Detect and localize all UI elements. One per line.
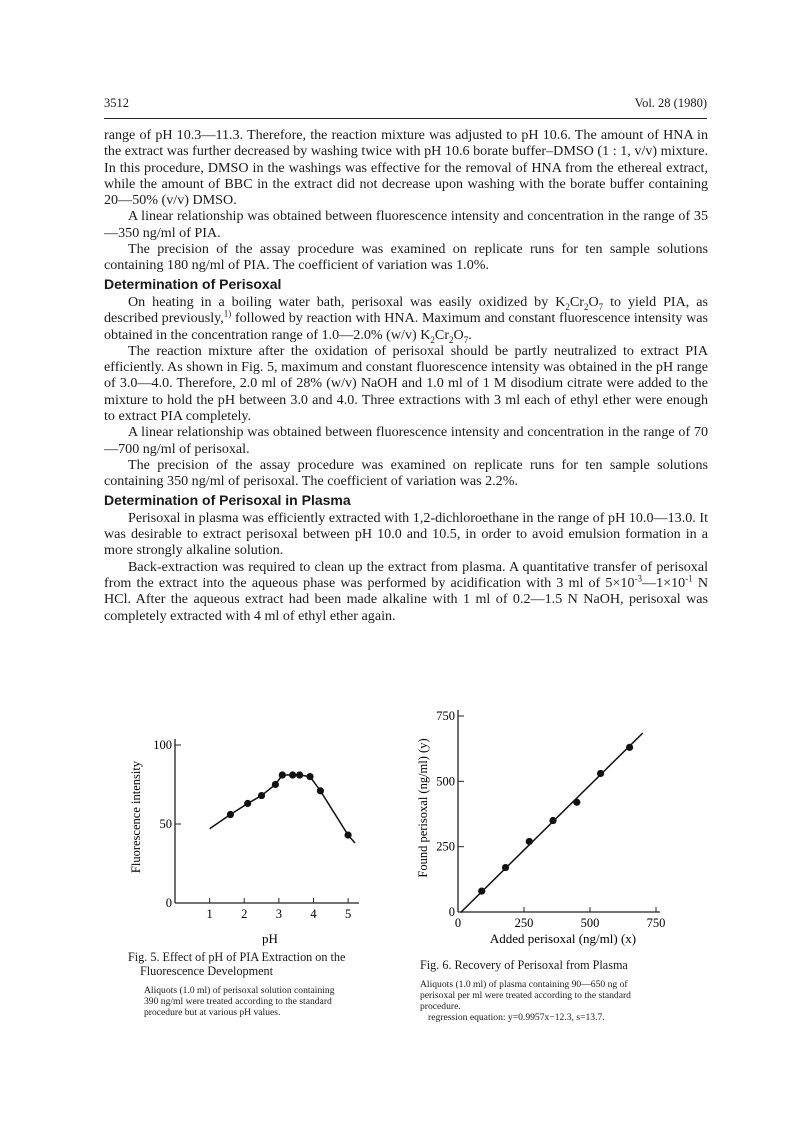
fig5-data-point xyxy=(344,831,351,838)
figure-5 xyxy=(110,715,370,960)
header-rule xyxy=(104,118,707,119)
fig6-x-tick-label: 500 xyxy=(580,916,600,930)
fig6-note: Aliquots (1.0 ml) of plasma containing 90—650 ng of perisoxal per ml were treated according to the standard procedure. regression equation: y=0.9957x−12.3, s=13.7. xyxy=(420,979,656,1023)
paragraph: The precision of the assay procedure was examined on replicate runs for ten sample solutions containing 180 ng/ml of PIA. The coefficient of variation was 1.0%. xyxy=(104,241,708,274)
fig5-data-point xyxy=(244,800,251,807)
fig5-y-tick-label: 50 xyxy=(159,817,172,831)
fig5-data-point xyxy=(227,811,234,818)
volume-info: Vol. 28 (1980) xyxy=(634,96,707,110)
fig5-y-tick-label: 0 xyxy=(165,896,172,910)
fig5-data-point xyxy=(306,773,313,780)
fig6-x-tick-label: 750 xyxy=(646,916,666,930)
fig6-data-point xyxy=(573,799,580,806)
paragraph: The precision of the assay procedure was examined on replicate runs for ten sample solutions containing 350 ng/ml of perisoxal. The coefficient of variation was 2.2%. xyxy=(104,456,708,490)
fig6-x-tick-label: 250 xyxy=(514,916,534,930)
fig5-series-line xyxy=(210,775,355,843)
section-heading: Determination of Perisoxal xyxy=(104,275,282,292)
fig5-data-point xyxy=(317,787,324,794)
reference-marker: 1) xyxy=(223,308,232,319)
paragraph: The reaction mixture after the oxidation of perisoxal should be partly neutralized to extract PIA efficiently. As shown in Fig. 5, maximum and constant fluorescence intensity was obtained in the pH range of 3.0—4.0. Therefore, 2.0 ml of 28% (w/v) NaOH and 1.0 ml of 1 M disodium citrate were added to the mixture to hold the pH between 3.0 and 4.0. Three extractions with 3 ml each of ethyl ether were enough to extract PIA completely. xyxy=(104,342,708,425)
fig6-x-axis-label: Added perisoxal (ng/ml) (x) xyxy=(489,931,637,946)
fig6-data-point xyxy=(502,864,509,871)
fig6-caption-text: Recovery of Perisoxal from Plasma xyxy=(454,958,628,972)
fig6-caption-label: Fig. 6. xyxy=(420,958,452,972)
fig5-x-axis-label: pH xyxy=(262,931,278,946)
fig6-y-axis-label: Found perisoxal (ng/ml) (y) xyxy=(416,738,430,878)
fig5-x-tick-label: 5 xyxy=(344,907,352,921)
fig6-y-tick-label: 0 xyxy=(448,905,455,919)
paragraph: A linear relationship was obtained between fluorescence intensity and concentration in the range of 70—700 ng/ml of perisoxal. xyxy=(104,424,708,457)
fig5-y-axis-label: Fluorescence intensity xyxy=(129,760,143,874)
paragraph: Back-extraction was required to clean up the extract from plasma. A quantitative transfer of perisoxal from the extract into the aqueous phase was performed by acidification with 3 ml of $5\times 10^{-3}—1\times 10^{-1}$ N HCl. After the aqueous extract had been made alkaline with 1 ml of 0.2—1.5 N NaOH, perisoxal was completely extracted with 4 ml of ethyl ether again. xyxy=(104,558,709,624)
paragraph: A linear relationship was obtained between fluorescence intensity and concentration in the range of 35—350 ng/ml of PIA. xyxy=(104,208,708,241)
article-body xyxy=(104,127,708,624)
fig6-x-tick-label: 0 xyxy=(454,916,462,930)
paragraph: On heating in a boiling water bath, perisoxal was easily oxidized by $K_2Cr_2O_7$ to yield PIA, as described previously,$^{1)}$ followed by reaction with HNA. Maximum and constant fluorescence intensity was obtained in the concentration range of 1.0—2.0% (w/v) $K_2Cr_2O_7$. xyxy=(104,293,708,345)
fig6-data-point xyxy=(478,887,485,894)
fig5-data-point xyxy=(258,792,265,799)
fig6-data-point xyxy=(549,817,556,824)
fig5-data-point xyxy=(272,781,279,788)
fig5-x-tick-label: 4 xyxy=(310,907,317,921)
fig5-caption xyxy=(128,950,358,1018)
fig5-data-point xyxy=(289,771,296,778)
fig5-x-tick-label: 2 xyxy=(241,907,248,921)
fig6-data-point xyxy=(626,744,633,751)
fig5-x-tick-label: 3 xyxy=(275,907,282,921)
fig5-y-tick-label: 100 xyxy=(153,738,172,752)
fig5-x-tick-label: 1 xyxy=(206,907,213,921)
fig6-regression: regression equation: y=0.9957x−12.3, s=13.7. xyxy=(428,1012,605,1023)
paragraph: range of pH 10.3—11.3. Therefore, the reaction mixture was adjusted to pH 10.6. The amount of HNA in the extract was further decreased by washing twice with pH 10.6 borate buffer–DMSO (1 : 1, v/v) mixture. In this procedure, DMSO in the washings was effective for the removal of HNA from the ethereal extract, while the amount of BBC in the extract did not decrease upon washing with the borate buffer containing 20—50% (v/v) DMSO. xyxy=(104,127,708,209)
fig5-chart xyxy=(110,715,370,955)
fig5-note: Aliquots (1.0 ml) of perisoxal solution containing 390 ng/ml were treated according to the standard procedure but at various pH values. xyxy=(144,985,335,1018)
fig6-data-point xyxy=(597,770,604,777)
paragraph: Perisoxal in plasma was efficiently extracted with 1,2-dichloroethane in the range of pH 10.0—13.0. It was desirable to extract perisoxal between pH 10.0 and 10.5, in order to avoid emulsion formation in a more strongly alkaline solution. xyxy=(104,509,708,559)
fig6-caption xyxy=(420,958,660,1023)
fig5-caption-label: Fig. 5. xyxy=(128,950,160,964)
figure-6 xyxy=(410,700,690,955)
section-heading: Determination of Perisoxal in Plasma xyxy=(104,491,351,508)
fig6-data-point xyxy=(526,838,533,845)
fig6-y-tick-label: 500 xyxy=(436,774,455,789)
fig5-data-point xyxy=(296,771,303,778)
fig6-chart xyxy=(410,700,690,950)
fig5-data-point xyxy=(279,771,286,778)
fig6-y-tick-label: 750 xyxy=(436,709,455,723)
fig5-caption-text: Effect of pH of PIA Extraction on the Fluorescence Development xyxy=(140,950,346,978)
fig6-y-tick-label: 250 xyxy=(436,839,455,854)
page-number: 3512 xyxy=(104,96,129,110)
